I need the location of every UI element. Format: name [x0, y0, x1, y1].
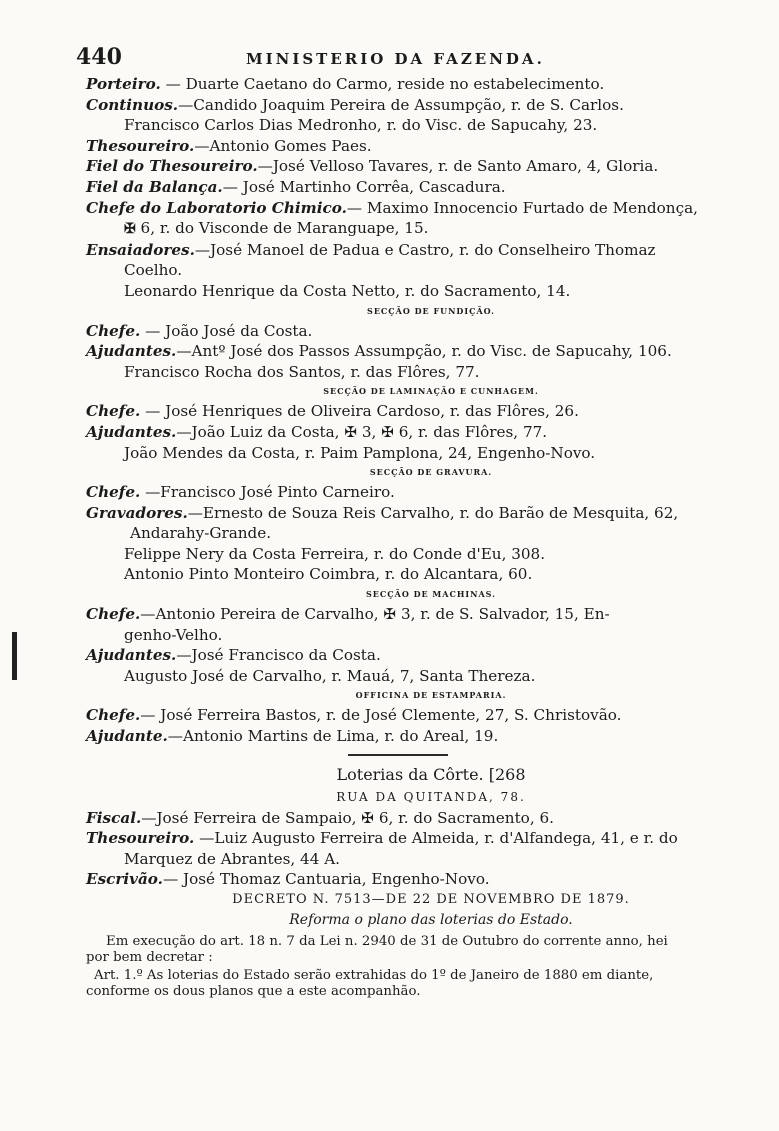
entry-role-label: Ajudantes. [86, 422, 177, 441]
entry-text: —José Ferreira de Sampaio, ✠ 6, r. do Sacramento, 6. [141, 808, 554, 827]
entry-line [86, 869, 736, 890]
entry-text: Antonio Pinto Monteiro Coimbra, r. do Alcantara, 60. [124, 565, 533, 584]
entry-text: — Duarte Caetano do Carmo, reside no estabelecimento. [160, 75, 605, 93]
entry-line [86, 401, 736, 422]
entry-line [86, 362, 736, 383]
entry-role-label: Continuos. [86, 95, 179, 114]
page-number: 440 [76, 44, 122, 70]
entry-line [86, 240, 736, 261]
entry-role-label: Chefe. [86, 605, 141, 624]
entry-role-label: Ajudantes. [86, 342, 177, 361]
entry-role-label: Escrivão. [86, 870, 163, 889]
entry-line [86, 341, 736, 362]
entry-text: —Antonio Martins de Lima, r. do Areal, 19. [167, 727, 499, 746]
entry-role-label: Ajudantes. [86, 646, 177, 665]
entry-line [86, 198, 736, 219]
entry-line [86, 808, 736, 829]
document-page [76, 44, 736, 1000]
section-heading: SECÇÃO DE LAMINAÇÃO E CUNHAGEM. [323, 386, 539, 397]
entry-line [86, 136, 736, 157]
entry-role-label: Fiel do Thesoureiro. [86, 157, 258, 176]
entry-text: — José Henriques de Oliveira Cardoso, r. das Flôres, 26. [140, 402, 579, 421]
entry-line [86, 645, 736, 666]
section-heading: SECÇÃO DE GRAVURA. [369, 467, 493, 478]
entry-line [86, 544, 736, 565]
decree-body [86, 934, 736, 1000]
entry-text: João Mendes da Costa, r. Paim Pamplona, 24, Engenho-Novo. [124, 443, 596, 462]
entry-text: Francisco Rocha dos Santos, r. das Flôres, 77. [124, 362, 480, 381]
entry-role-label: Chefe. [86, 483, 141, 502]
page-header [76, 44, 736, 74]
margin-mark [12, 632, 17, 680]
entry-line [86, 564, 736, 585]
decree-line: conforme os dous planos que a este acompanhão. [86, 984, 421, 999]
entry-line [86, 523, 736, 544]
loterias-staff-list [86, 808, 736, 890]
entry-line [86, 666, 736, 687]
entry-role-label: Chefe. [86, 706, 141, 725]
entry-text: —Antº José dos Passos Assumpção, r. do Visc. de Sapucahy, 106. [176, 342, 672, 361]
entry-line [86, 218, 736, 240]
entry-line [86, 95, 736, 116]
entry-line [86, 482, 736, 503]
section-heading: OFFICINA DE ESTAMPARIA. [355, 690, 507, 701]
loterias-address: RUA DA QUITANDA, 78. [336, 789, 526, 804]
entry-line [86, 74, 736, 95]
decree-heading: DECRETO N. 7513—DE 22 DE NOVEMBRO DE 1879. [232, 892, 630, 907]
entry-line [86, 281, 736, 302]
entry-line [86, 115, 736, 136]
decree-line: Em execução do art. 18 n. 7 da Lei n. 2940 de 31 de Outubro do corrente anno, hei [106, 934, 668, 949]
entry-line [86, 625, 736, 646]
section-divider [348, 754, 448, 756]
entry-role-label: Chefe. [86, 321, 141, 340]
decree-line: por bem decretar : [86, 950, 213, 965]
entry-role-label: Fiscal. [86, 808, 142, 827]
entry-text: — José Ferreira Bastos, r. de José Clemente, 27, S. Christovão. [140, 706, 622, 725]
entry-text: Andarahy-Grande. [130, 524, 272, 543]
entry-text: genho-Velho. [124, 625, 223, 644]
entry-text: Coelho. [124, 261, 183, 280]
entry-line [86, 503, 736, 524]
decree-subtitle: Reforma o plano das loterias do Estado. [289, 912, 573, 928]
entry-text: — José Thomaz Cantuaria, Engenho-Novo. [162, 870, 490, 889]
entry-line [86, 849, 736, 870]
running-head: MINISTERIO DA FAZENDA. [246, 50, 545, 68]
entry-role-label: Chefe. [86, 402, 141, 421]
entry-line [86, 260, 736, 281]
entry-text: —Antonio Pereira de Carvalho, ✠ 3, r. de S. Salvador, 15, En- [140, 605, 610, 624]
entry-role-label: Ajudante. [86, 727, 168, 746]
entry-text: —João Luiz da Costa, ✠ 3, ✠ 6, r. das Flôres, 77. [176, 422, 548, 441]
decree-line: Art. 1.º As loterias do Estado serão extrahidas do 1º de Janeiro de 1880 em diante, [94, 968, 654, 983]
entry-line [86, 321, 736, 342]
entry-role-label: Thesoureiro. [86, 829, 195, 848]
entry-text: —José Francisco da Costa. [176, 646, 381, 665]
entry-text: Francisco Carlos Dias Medronho, r. do Visc. de Sapucahy, 23. [124, 116, 598, 135]
entry-text: —Candido Joaquim Pereira de Assumpção, r. de S. Carlos. [178, 95, 624, 114]
entry-text: — José Martinho Corrêa, Cascadura. [222, 177, 506, 196]
entry-text: Marquez de Abrantes, 44 A. [124, 849, 340, 868]
entry-role-label: Fiel da Balança. [86, 177, 223, 196]
entry-role-label: Ensaiadores. [86, 240, 195, 259]
entry-text: — Maximo Innocencio Furtado de Mendonça, [346, 198, 698, 217]
entry-text: Felippe Nery da Costa Ferreira, r. do Conde d'Eu, 308. [124, 544, 546, 563]
entry-line [86, 604, 736, 625]
entry-text: —Antonio Gomes Paes. [194, 136, 372, 155]
order-cross-icon: ✠ [124, 221, 136, 238]
section-heading: SECÇÃO DE FUNDIÇÃO. [367, 305, 495, 316]
entry-text: Leonardo Henrique da Costa Netto, r. do Sacramento, 14. [124, 281, 571, 300]
section-heading: SECÇÃO DE MACHINAS. [366, 589, 496, 600]
entry-text: —José Velloso Tavares, r. de Santo Amaro, 4, Gloria. [257, 157, 659, 176]
staff-list [86, 74, 736, 747]
entry-line [86, 422, 736, 443]
entry-line [86, 443, 736, 464]
entry-text: — João José da Costa. [140, 321, 313, 340]
entry-line [86, 726, 736, 747]
entry-line [86, 177, 736, 198]
entry-role-label: Chefe do Laboratorio Chimico. [86, 198, 347, 217]
entry-line [86, 828, 736, 849]
entry-role-label: Porteiro. [86, 75, 161, 93]
loterias-title: Loterias da Côrte. [268 [336, 764, 526, 784]
entry-line [86, 156, 736, 177]
entry-text: Augusto José de Carvalho, r. Mauá, 7, Santa Thereza. [124, 666, 536, 685]
entry-text: 6, r. do Visconde de Maranguape, 15. [135, 219, 429, 238]
entry-text: —Luiz Augusto Ferreira de Almeida, r. d'Alfandega, 41, e r. do [194, 829, 678, 848]
entry-line [86, 705, 736, 726]
entry-text: —Francisco José Pinto Carneiro. [140, 483, 395, 502]
entry-text: —Ernesto de Souza Reis Carvalho, r. do Barão de Mesquita, 62, [187, 503, 679, 522]
entry-role-label: Thesoureiro. [86, 136, 195, 155]
entry-text: —José Manoel de Padua e Castro, r. do Conselheiro Thomaz [194, 240, 656, 259]
entry-role-label: Gravadores. [86, 503, 188, 522]
